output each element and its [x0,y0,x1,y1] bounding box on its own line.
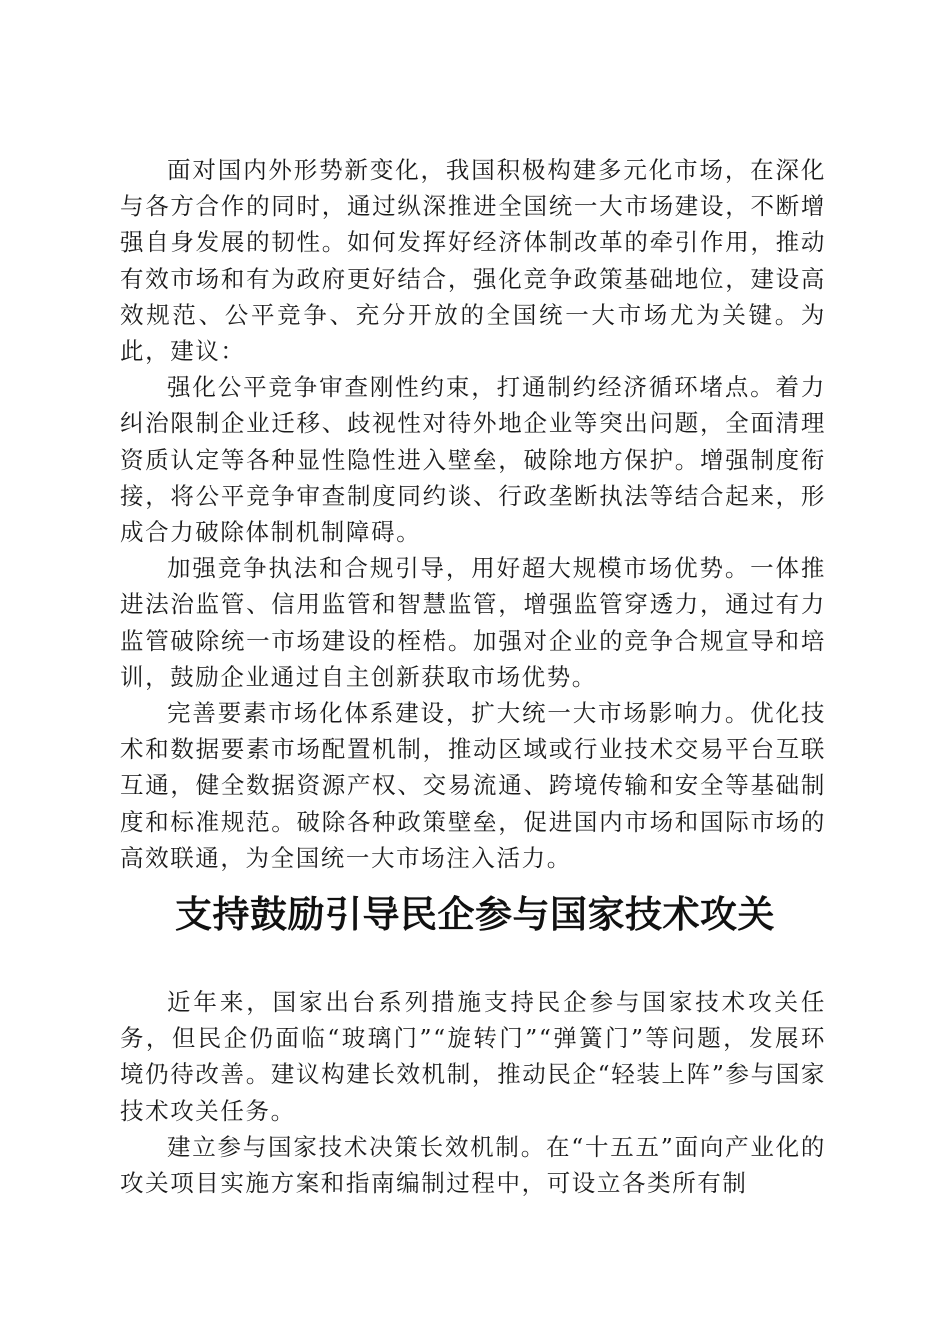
section-heading: 支持鼓励引导民企参与国家技术攻关 [175,892,775,936]
enforcement-paragraph: 加强竞争执法和合规引导，用好超大规模市场优势。一体推进法治监管、信用监管和智慧监管，增强监管穿透力，通过有力监管破除统一市场建设的桎梏。加强对企业的竞争合规宣导和培训，鼓励企业通过自主创新获取市场优势。 [120,554,826,691]
article-market-section [120,152,826,876]
decision-mechanism-paragraph: 建立参与国家技术决策长效机制。在“十五五”面向产业化的攻关项目实施方案和指南编制过程中，可设立各类所有制 [120,1132,826,1198]
factor-market-paragraph: 完善要素市场化体系建设，扩大统一大市场影响力。优化技术和数据要素市场配置机制，推动区域或行业技术交易平台互联互通，健全数据资源产权、交易流通、跨境传输和安全等基础制度和标准规范。破除各种政策壁垒，促进国内市场和国际市场的高效联通，为全国统一大市场注入活力。 [120,699,826,872]
article-private-enterprise-section [120,984,826,1201]
intro-paragraph: 面对国内外形势新变化，我国积极构建多元化市场，在深化与各方合作的同时，通过纵深推进全国统一大市场建设，不断增强自身发展的韧性。如何发挥好经济体制改革的牵引作用，推动有效市场和有为政府更好结合，强化竞争政策基础地位，建设高效规范、公平竞争、充分开放的全国统一大市场尤为关键。为此，建议： [120,156,826,366]
private-enterprise-intro-paragraph: 近年来，国家出台系列措施支持民企参与国家技术攻关任务，但民企仍面临“玻璃门”“旋转门”“弹簧门”等问题，发展环境仍待改善。建议构建长效机制，推动民企“轻装上阵”参与国家技术攻关任务。 [120,988,826,1125]
fair-competition-paragraph: 强化公平竞争审查刚性约束，打通制约经济循环堵点。着力纠治限制企业迁移、歧视性对待外地企业等突出问题，全面清理资质认定等各种显性隐性进入壁垒，破除地方保护。增强制度衔接，将公平竞争审查制度同约谈、行政垄断执法等结合起来，形成合力破除体制机制障碍。 [120,373,826,547]
